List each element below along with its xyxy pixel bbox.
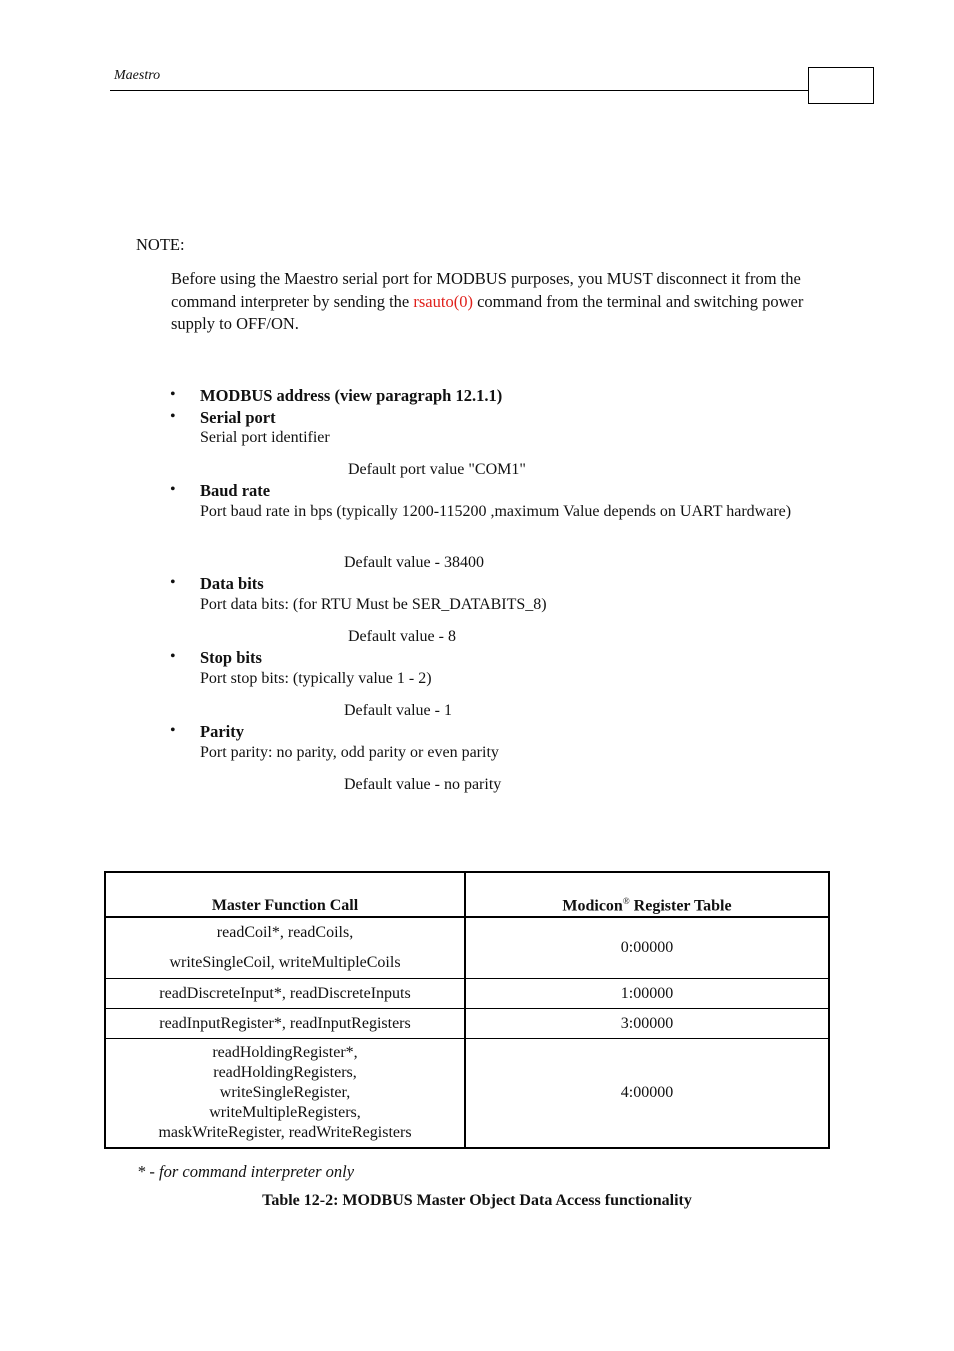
bullet-icon: • xyxy=(170,386,176,403)
function-line: writeSingleCoil, writeMultipleCoils xyxy=(169,954,401,971)
param-desc-stop-bits: Port stop bits: (typically value 1 - 2) xyxy=(200,670,432,687)
function-line: maskWriteRegister, readWriteRegisters xyxy=(158,1124,412,1141)
note-text-after: command from the terminal and switching power supply to OFF/ON. xyxy=(171,291,804,333)
param-default-serial-port: Default port value "COM1" xyxy=(348,461,526,478)
function-line: readHoldingRegister*, xyxy=(212,1044,358,1061)
note-label: NOTE: xyxy=(136,235,185,254)
param-desc-data-bits: Port data bits: (for RTU Must be SER_DATABITS_8) xyxy=(200,596,547,613)
table-row xyxy=(105,1009,829,1039)
param-title-stop-bits: Stop bits xyxy=(200,648,262,667)
header-register-suffix: Register Table xyxy=(629,897,732,914)
param-default-baud-rate: Default value - 38400 xyxy=(344,554,484,571)
bullet-icon: • xyxy=(170,408,176,425)
bullet-icon: • xyxy=(170,722,176,739)
bullet-icon: • xyxy=(170,648,176,665)
param-default-stop-bits: Default value - 1 xyxy=(344,702,452,719)
param-title-data-bits: Data bits xyxy=(200,574,264,593)
register-cell: 1:00000 xyxy=(465,979,829,1009)
function-line: readHoldingRegisters, xyxy=(213,1064,357,1081)
param-title-modbus-address: MODBUS address (view paragraph 12.1.1) xyxy=(200,386,503,405)
function-line: writeSingleRegister, xyxy=(219,1084,351,1101)
rsauto-command: rsauto(0) xyxy=(413,291,473,311)
param-desc-serial-port: Serial port identifier xyxy=(200,429,330,446)
note-text-before: Before using the Maestro serial port for MODBUS purposes, you MUST disconnect it from the command interpreter by sending the xyxy=(171,269,801,311)
param-title-parity: Parity xyxy=(200,722,244,741)
register-cell: 4:00000 xyxy=(465,1039,829,1149)
param-desc-baud-rate: Port baud rate in bps (typically 1200-115200 ,maximum Value depends on UART hardware) xyxy=(200,503,792,520)
param-default-data-bits: Default value - 8 xyxy=(348,628,456,645)
param-title-serial-port: Serial port xyxy=(200,408,276,427)
function-cell xyxy=(105,1039,465,1149)
function-line: readCoil*, readCoils, xyxy=(216,924,354,941)
table-row xyxy=(105,979,829,1009)
register-cell: 0:00000 xyxy=(465,917,829,979)
running-header-title: Maestro xyxy=(114,68,161,83)
param-desc-parity: Port parity: no parity, odd parity or even parity xyxy=(200,744,499,761)
header-modicon-label: Modicon xyxy=(562,897,623,914)
registered-mark: ® xyxy=(622,895,630,906)
table-caption: Table 12-2: MODBUS Master Object Data Access functionality xyxy=(262,1192,692,1209)
param-title-baud-rate: Baud rate xyxy=(200,481,271,500)
param-default-parity: Default value - no parity xyxy=(344,776,502,793)
function-line: writeMultipleRegisters, xyxy=(209,1104,361,1121)
note-text xyxy=(171,268,831,336)
table-footnote: * - for command interpreter only xyxy=(137,1162,355,1181)
header-rule xyxy=(110,90,809,91)
bullet-icon: • xyxy=(170,481,176,498)
function-register-table xyxy=(104,871,830,1149)
register-cell: 3:00000 xyxy=(465,1009,829,1039)
function-cell: readInputRegister*, readInputRegisters xyxy=(105,1009,465,1039)
bullet-icon: • xyxy=(170,574,176,591)
table-row xyxy=(105,917,829,979)
function-cell xyxy=(105,917,465,979)
page-number-box xyxy=(808,67,874,104)
function-cell: readDiscreteInput*, readDiscreteInputs xyxy=(105,979,465,1009)
header-register-table xyxy=(465,872,829,917)
table-row xyxy=(105,1039,829,1149)
header-master-function-call: Master Function Call xyxy=(105,872,465,917)
